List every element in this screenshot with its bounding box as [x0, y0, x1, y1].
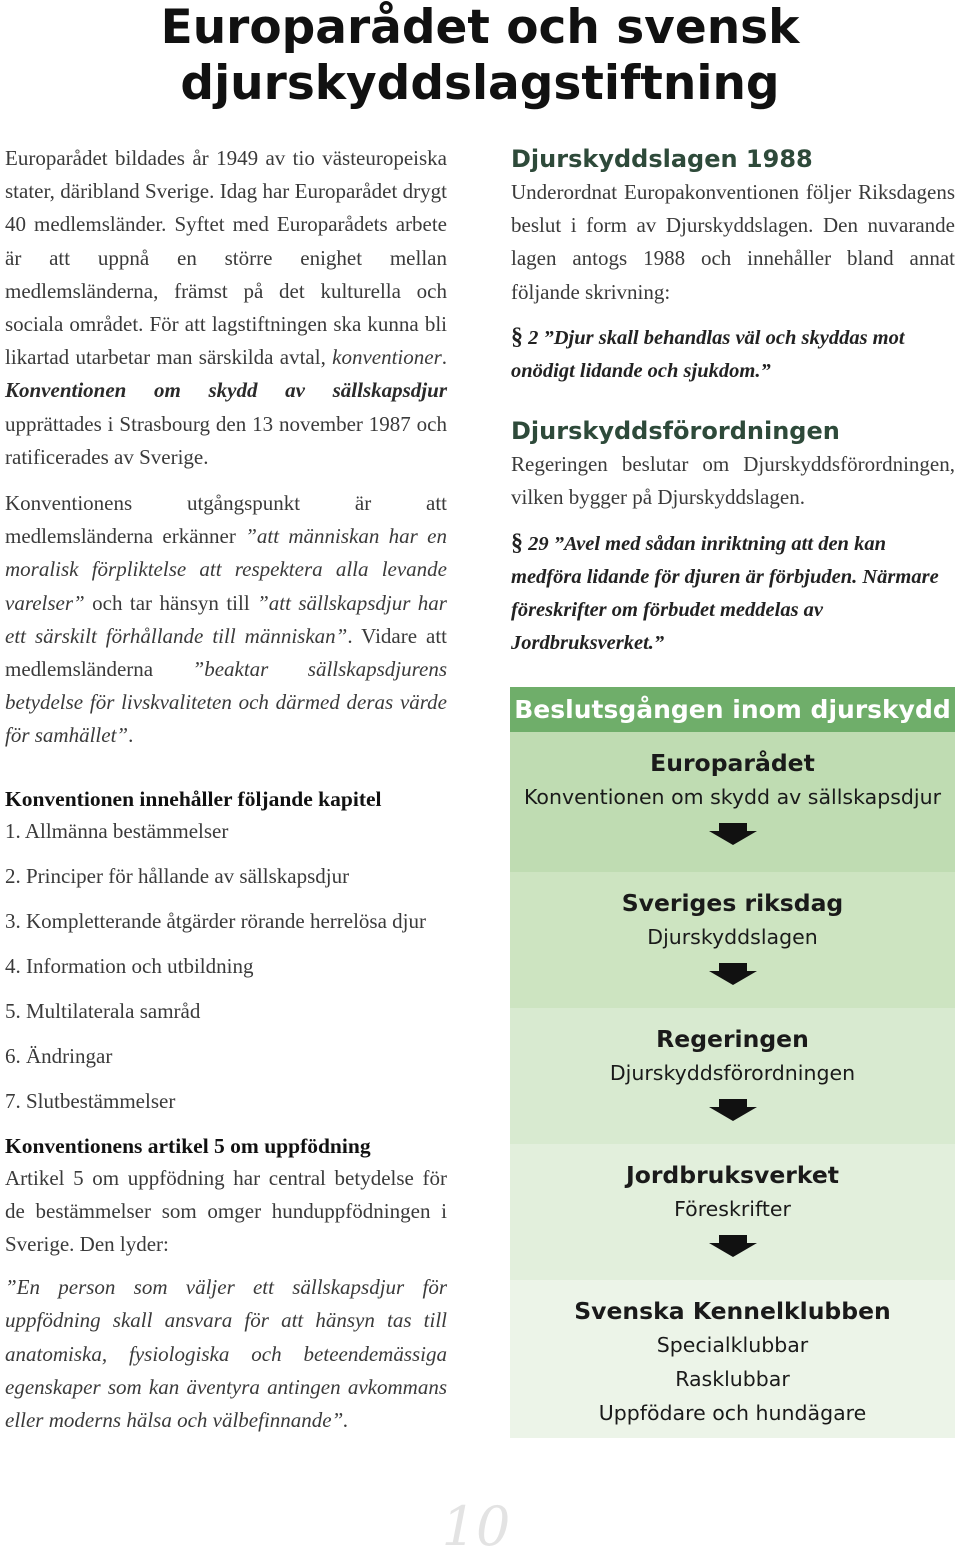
convention-name: Konventionen om skydd av sällskapsdjur — [5, 378, 447, 403]
principles-quote-1: ”att människan har en moralisk förpliktelse att respektera alla levande varelser” — [5, 524, 447, 615]
arrow-down-icon — [709, 1235, 757, 1257]
principles-text-d: . — [128, 723, 134, 748]
step-detail: Specialklubbar — [656, 1333, 809, 1357]
step-name: Europarådet — [650, 749, 815, 777]
article-quote: ”En person som väljer ett sällskapsdjur för uppfödning skall ansvara för att hänsyn tas till anatomiska, fysiologiska och beteendemässiga egenskaper som kan äventyra antingen avkommans eller moderns hälsa och välbefinnande”. — [5, 1275, 447, 1433]
intro-dot: . — [441, 345, 447, 370]
arrow-down-icon — [709, 963, 757, 985]
principles-quote-2: ”att sällskapsdjur har ett särskilt förhållande till människan” — [5, 590, 447, 648]
list-item: 1. Allmänna bestämmelser — [5, 818, 229, 843]
principles-text-b: och tar hänsyn till — [84, 590, 258, 615]
page-title: Europarådet och svensk djurskyddslagstiftning — [160, 0, 800, 111]
flow-step-kennelklubben — [510, 1280, 955, 1438]
article-heading: Konventionens artikel 5 om uppfödning — [5, 1133, 371, 1158]
ordinance-quote — [511, 527, 955, 661]
flow-step-jordbruksverket — [510, 1144, 955, 1280]
principles-text-a: Konventionens utgångspunkt är att medlemsländerna erkänner — [5, 491, 447, 549]
step-detail: Uppfödare och hundägare — [598, 1401, 867, 1425]
step-detail: Föreskrifter — [674, 1197, 791, 1221]
chapters-list — [5, 815, 447, 1118]
ordinance-text: Regeringen beslutar om Djurskyddsförordningen, vilken bygger på Djurskyddslagen. — [511, 452, 955, 510]
list-item: 6. Ändringar — [5, 1043, 113, 1068]
list-item: 5. Multilaterala samråd — [5, 998, 201, 1023]
law-quote-text: 2 ”Djur skall behandlas väl och skyddas mot onödigt lidande och sjukdom.” — [511, 326, 905, 383]
step-name: Jordbruksverket — [625, 1161, 840, 1189]
ordinance-quote-text: 29 ”Avel med sådan inriktning att den kan medföra lidande för djuren är förbjuden. Närmare föreskrifter om förbudet meddelas av Jordbruksverket.” — [511, 532, 939, 655]
law-quote — [511, 321, 955, 388]
decision-flow-box — [510, 687, 955, 1438]
left-column — [5, 142, 447, 1437]
ordinance-heading: Djurskyddsförordningen — [511, 417, 840, 446]
list-item: 3. Kompletterande åtgärder rörande herrelösa djur — [5, 908, 426, 933]
principles-quote-3: ”beaktar sällskapsdjurens betydelse för livskvaliteten och därmed deras värde för samhället” — [5, 657, 448, 748]
flow-step-riksdag — [510, 872, 955, 1008]
step-detail: Rasklubbar — [675, 1367, 790, 1391]
flow-step-europaradet — [510, 732, 955, 872]
step-name: Svenska Kennelklubben — [574, 1297, 891, 1325]
step-name: Regeringen — [656, 1025, 809, 1053]
flow-title: Beslutsgången inom djurskydd — [510, 687, 955, 732]
article-text: Artikel 5 om uppfödning har central betydelse för de bestämmelser som omger hunduppfödningen i Sverige. Den lyder: — [5, 1165, 447, 1257]
section-sign-icon: § — [511, 323, 523, 350]
law-text: Underordnat Europakonventionen följer Riksdagens beslut i form av Djurskyddslagen. Den nuvarande lagen antogs 1988 och innehåller bland annat följande skrivning: — [511, 180, 955, 304]
intro-emphasis: konventioner — [332, 345, 442, 370]
arrow-down-icon — [709, 823, 757, 845]
flow-step-regeringen — [510, 1008, 955, 1144]
principles-paragraph — [5, 487, 447, 753]
arrow-down-icon — [709, 1099, 757, 1121]
principles-text-c: . Vidare att medlemsländerna — [5, 623, 447, 682]
step-detail: Djurskyddslagen — [647, 925, 818, 949]
list-item: 2. Principer för hållande av sällskapsdjur — [5, 863, 350, 888]
intro-paragraph — [5, 142, 447, 474]
intro-text-end: upprättades i Strasbourg den 13 november 1987 och ratificerades av Sverige. — [5, 411, 447, 469]
list-item: 4. Information och utbildning — [5, 953, 254, 978]
chapters-heading: Konventionen innehåller följande kapitel — [5, 786, 382, 811]
law-heading: Djurskyddslagen 1988 — [511, 145, 813, 173]
list-item: 7. Slutbestämmelser — [5, 1088, 176, 1113]
intro-text: Europarådet bildades år 1949 av tio västeuropeiska stater, däribland Sverige. Idag har Europarådet drygt 40 medlemsländer. Syftet med Europarådets arbete är att uppnå en större enighet mellan medlemsländerna, främst på det kulturella och sociala området. För att lagstiftningen ska kunna bli likartad utarbetar man särskilda avtal, — [5, 146, 447, 370]
step-detail: Konventionen om skydd av sällskapsdjur — [523, 785, 942, 809]
section-sign-icon: § — [511, 529, 523, 556]
step-name: Sveriges riksdag — [621, 889, 844, 917]
page-number: 10 — [441, 1495, 511, 1558]
step-detail: Djurskyddsförordningen — [609, 1061, 856, 1085]
right-column — [511, 142, 955, 660]
